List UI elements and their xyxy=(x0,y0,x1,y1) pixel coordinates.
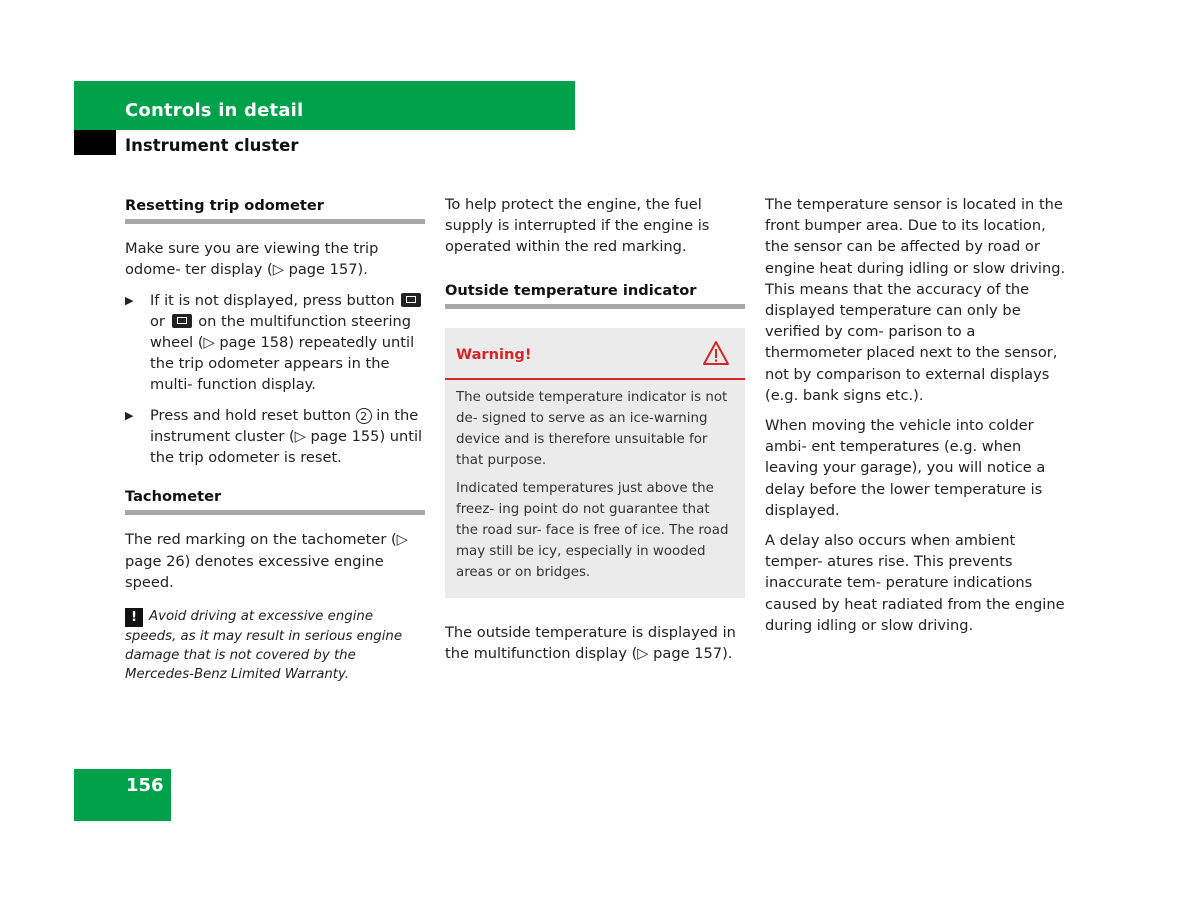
display-button-icon xyxy=(401,293,421,307)
column-left xyxy=(125,194,425,684)
warning-box xyxy=(445,328,745,598)
warning-title: Warning! xyxy=(456,345,532,363)
page-number: 156 xyxy=(126,775,164,796)
warning-header xyxy=(445,328,745,380)
warning-paragraph-1: The outside temperature indicator is not de- signed to serve as an ice-warning device and is therefore unsuitable for that purpose. xyxy=(456,389,728,468)
display-button-icon xyxy=(172,314,192,328)
warning-body xyxy=(445,380,745,598)
heading-tachometer: Tachometer xyxy=(125,485,425,515)
header-black-tab xyxy=(74,130,116,155)
reset-intro-text: Make sure you are viewing the trip odome- ter display (▷ page 157). xyxy=(125,240,379,279)
bullet1-text-b: on the multifunction steering wheel (▷ page 158) repeatedly until the trip odometer appears in the multi- function display. xyxy=(150,312,415,394)
column-right xyxy=(765,194,1070,645)
column-middle xyxy=(445,194,745,673)
page-number-box xyxy=(74,769,171,821)
outside-temp-display-text: The outside temperature is displayed in the multifunction display (▷ page 157). xyxy=(445,623,736,663)
list-item xyxy=(125,405,425,469)
tachometer-text: The red marking on the tachometer (▷ page 26) denotes excessive engine speed. xyxy=(125,531,408,591)
fuel-supply-text: To help protect the engine, the fuel supply is interrupted if the engine is operated within the red marking. xyxy=(445,196,710,256)
section-title: Controls in detail xyxy=(125,100,304,121)
exclamation-icon: ! xyxy=(125,608,143,627)
heading-outside-temperature: Outside temperature indicator xyxy=(445,279,745,309)
bullet-arrow-icon: ▶ xyxy=(125,293,134,307)
bullet1-or: or xyxy=(150,312,165,330)
list-item xyxy=(125,290,425,396)
bullet1-text-a: If it is not displayed, press button xyxy=(150,291,395,309)
warning-triangle-icon xyxy=(702,340,730,372)
temp-rise-text: A delay also occurs when ambient temper- atures rise. This prevents inaccurate tem- perature indications caused by heat radiated from the engine during idling or slow driving. xyxy=(765,532,1065,634)
bullet2-text-a: Press and hold reset button xyxy=(150,406,352,424)
caution-note xyxy=(125,607,425,684)
subsection-title: Instrument cluster xyxy=(125,136,299,155)
warning-paragraph-2: Indicated temperatures just above the freez- ing point do not guarantee that the road sur- face is free of ice. The road may still be icy, especially in wooded areas or on bridges. xyxy=(456,480,729,580)
colder-temp-text: When moving the vehicle into colder ambi- ent temperatures (e.g. when leaving your garage), you will notice a delay before the lower temperature is displayed. xyxy=(765,417,1046,519)
caution-note-text: Avoid driving at excessive engine speeds, as it may result in serious engine damage that is not covered by the Mercedes-Benz Limited Warranty. xyxy=(125,609,403,683)
bullet2-text-b: in the instrument cluster (▷ page 155) until the trip odometer is reset. xyxy=(150,406,423,467)
heading-resetting-trip-odometer: Resetting trip odometer xyxy=(125,194,425,224)
sensor-location-text: The temperature sensor is located in the front bumper area. Due to its location, the sensor can be affected by road or engine heat during idling or slow driving. This means that the accuracy of the displayed temperature can only be verified by com- parison to a thermometer placed next to the sensor, not by comparison to external displays (e.g. bank signs etc.). xyxy=(765,196,1066,404)
reset-button-number-icon: 2 xyxy=(356,408,372,424)
bullet-arrow-icon: ▶ xyxy=(125,408,134,422)
